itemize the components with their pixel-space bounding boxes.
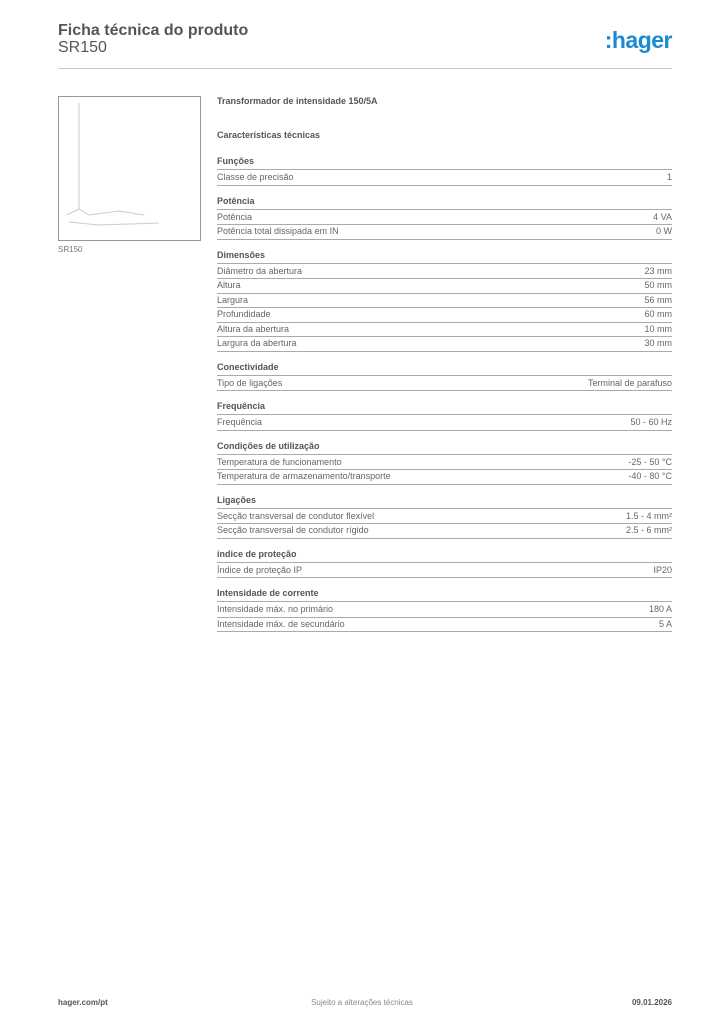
spec-value: Terminal de parafuso: [587, 377, 672, 388]
spec-label: Frequência: [217, 417, 263, 427]
spec-label: Profundidade: [217, 309, 271, 319]
spec-label: Intensidade máx. de secundário: [217, 618, 345, 629]
section-title: Potência: [217, 196, 672, 210]
footer-note: Sujeito a alterações técnicas: [311, 998, 413, 1007]
spec-label: Potência total dissipada em IN: [217, 226, 339, 236]
spec-label: Altura: [217, 280, 241, 290]
spec-section: [217, 495, 672, 539]
spec-section: [217, 441, 672, 485]
hager-logo: :hager: [604, 27, 672, 53]
spec-row: [217, 337, 672, 352]
spec-label: Secção transversal de condutor flexível: [217, 510, 375, 521]
spec-section: [217, 156, 672, 186]
spec-row: [217, 510, 672, 525]
spec-row: [217, 294, 672, 309]
spec-label: Altura da abertura: [217, 323, 290, 334]
spec-row: [217, 265, 672, 280]
spec-row: [217, 279, 672, 294]
spec-value: 1: [666, 172, 672, 182]
section-title: Ligações: [217, 495, 672, 509]
spec-value: 23 mm: [644, 265, 672, 276]
spec-row: [217, 377, 672, 392]
spec-row: [217, 603, 672, 618]
spec-row: [217, 618, 672, 633]
section-title: Frequência: [217, 401, 672, 415]
spec-content: [217, 96, 672, 642]
spec-row: [217, 416, 672, 431]
spec-label: Potência: [217, 211, 253, 222]
page-title: Ficha técnica do produto: [58, 22, 249, 39]
header-divider: [58, 68, 672, 69]
spec-label: Tipo de ligações: [217, 377, 283, 388]
spec-row: [217, 225, 672, 240]
section-title: Funções: [217, 156, 672, 170]
image-caption: SR150: [58, 245, 83, 254]
spec-section: [217, 401, 672, 431]
spec-section: [217, 588, 672, 632]
spec-label: Intensidade máx. no primário: [217, 604, 334, 614]
spec-row: [217, 171, 672, 186]
characteristics-title: Características técnicas: [217, 130, 321, 140]
product-code: SR150: [58, 39, 107, 56]
section-title: Dimensões: [217, 250, 672, 264]
spec-row: [217, 564, 672, 579]
spec-section: [217, 549, 672, 579]
spec-label: Temperatura de funcionamento: [217, 456, 342, 467]
spec-value: 10 mm: [644, 323, 672, 334]
spec-section: [217, 196, 672, 240]
spec-label: Índice de proteção IP: [217, 564, 303, 575]
product-name: Transformador de intensidade 150/5A: [217, 96, 378, 106]
spec-section: [217, 362, 672, 392]
spec-value: -25 - 50 °C: [628, 456, 672, 467]
footer-website[interactable]: hager.com/pt: [58, 998, 108, 1007]
spec-row: [217, 456, 672, 471]
product-drawing-icon: [59, 97, 200, 240]
spec-value: 50 - 60 Hz: [630, 417, 672, 427]
spec-value: -40 - 80 °C: [628, 471, 672, 481]
spec-label: Temperatura de armazenamento/transporte: [217, 471, 391, 481]
spec-label: Secção transversal de condutor rígido: [217, 525, 369, 535]
spec-label: Diâmetro da abertura: [217, 265, 303, 276]
spec-value: 2.5 - 6 mm²: [625, 525, 672, 535]
spec-row: [217, 308, 672, 323]
footer-date: 09.01.2026: [631, 998, 672, 1007]
spec-row: [217, 323, 672, 338]
section-title: Conectividade: [217, 362, 672, 376]
spec-value: 30 mm: [644, 338, 672, 348]
spec-value: 1.5 - 4 mm²: [625, 510, 672, 521]
spec-value: 4 VA: [653, 211, 672, 222]
spec-row: [217, 211, 672, 226]
spec-section: [217, 250, 672, 352]
spec-value: 50 mm: [644, 280, 672, 290]
section-title: Intensidade de corrente: [217, 588, 672, 602]
section-title: Condições de utilização: [217, 441, 672, 455]
product-image: [58, 96, 201, 241]
spec-label: Largura: [217, 294, 249, 305]
spec-value: 0 W: [655, 226, 672, 236]
spec-row: [217, 524, 672, 539]
spec-value: IP20: [653, 564, 672, 575]
spec-label: Classe de precisão: [217, 172, 294, 182]
spec-label: Largura da abertura: [217, 338, 297, 348]
spec-value: 60 mm: [644, 309, 672, 319]
spec-row: [217, 470, 672, 485]
spec-value: 180 A: [648, 604, 672, 614]
spec-value: 56 mm: [644, 294, 672, 305]
section-title: índice de proteção: [217, 549, 672, 563]
spec-value: 5 A: [658, 618, 672, 629]
